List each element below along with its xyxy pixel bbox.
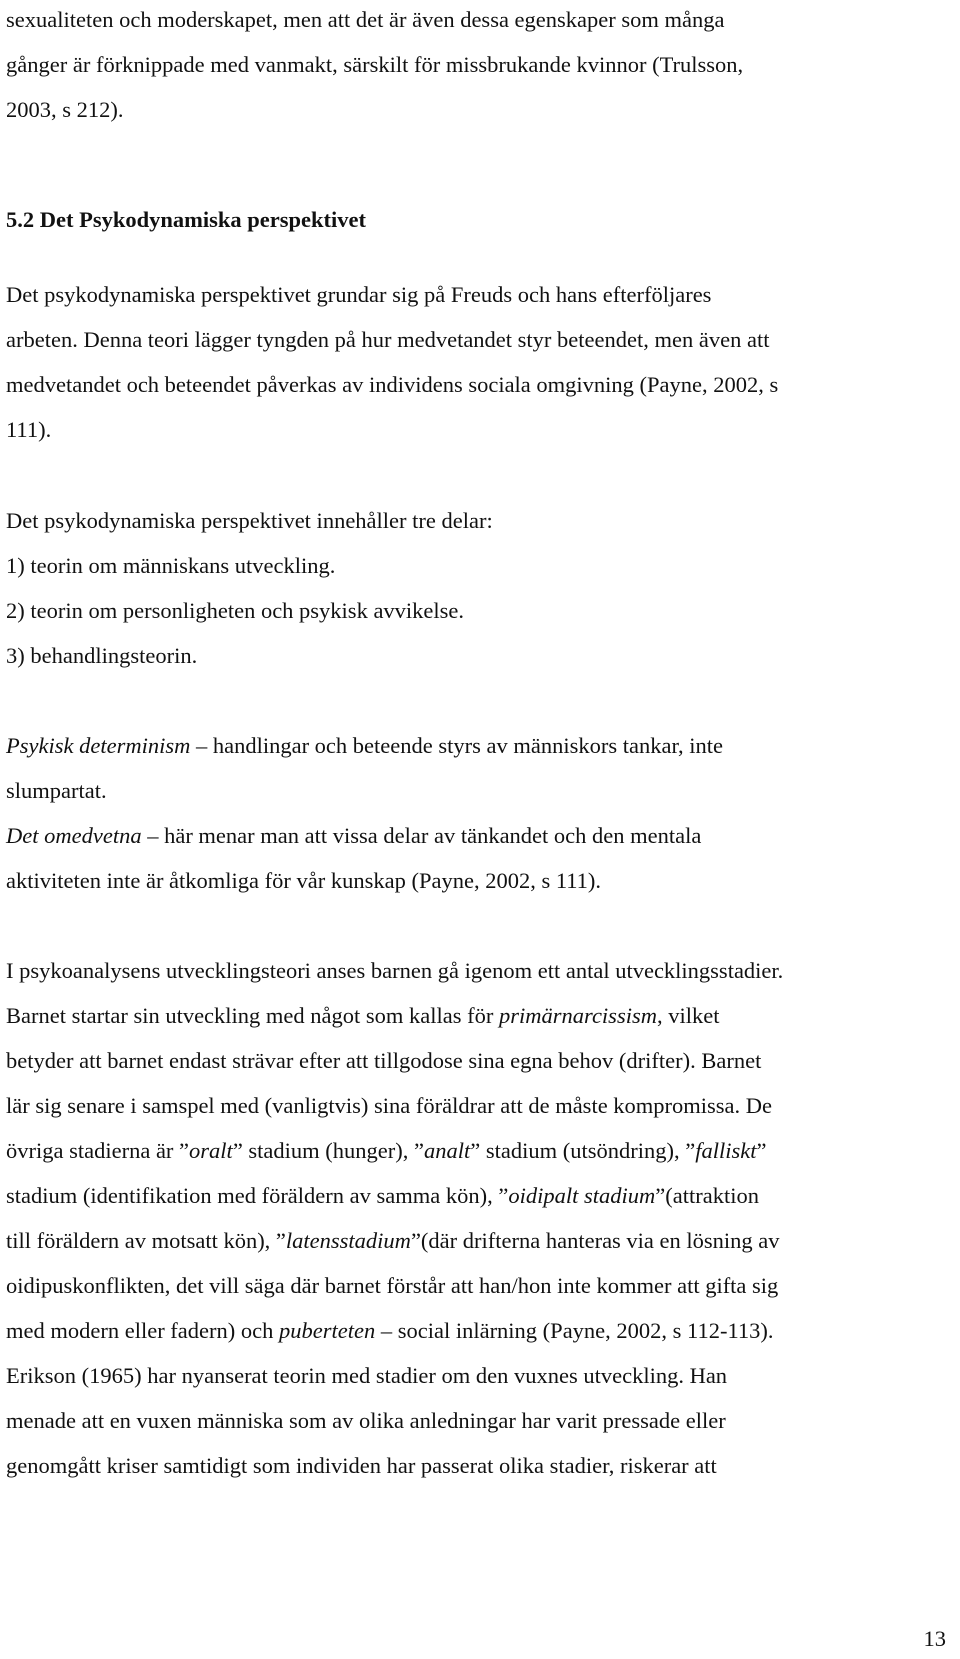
paragraph-line: lär sig senare i samspel med (vanligtvis) sina föräldrar att de måste kompromissa. De xyxy=(6,1093,773,1118)
paragraph-line: genomgått kriser samtidigt som individen har passerat olika stadier, riskerar att xyxy=(6,1453,717,1478)
term: puberteten xyxy=(279,1318,376,1343)
term-definition-line: Psykisk determinism – handlingar och beteende styrs av människors tankar, inte xyxy=(6,733,724,758)
paragraph-line: gånger är förknippade med vanmakt, särskilt för missbrukande kvinnor (Trulsson, xyxy=(6,52,744,77)
term-definition-line: aktiviteten inte är åtkomliga för vår kunskap (Payne, 2002, s 111). xyxy=(6,868,602,893)
list-item: 3) behandlingsteorin. xyxy=(6,643,198,668)
list-item: 2) teorin om personligheten och psykisk avvikelse. xyxy=(6,598,465,623)
paragraph-line: arbeten. Denna teori lägger tyngden på hur medvetandet styr beteendet, men även att xyxy=(6,327,770,352)
term: latensstadium xyxy=(285,1228,411,1253)
paragraph-line: övriga stadierna är ”oralt” stadium (hunger), ”analt” stadium (utsöndring), ”falliskt” xyxy=(6,1138,767,1163)
list-intro: Det psykodynamiska perspektivet innehåller tre delar: xyxy=(6,508,493,533)
term: oidipalt stadium xyxy=(508,1183,656,1208)
paragraph-line: Det psykodynamiska perspektivet grundar sig på Freuds och hans efterföljares xyxy=(6,282,712,307)
term: Det omedvetna xyxy=(6,823,142,848)
paragraph-line: Barnet startar sin utveckling med något som kallas för primärnarcissism, vilket xyxy=(6,1003,720,1028)
paragraph-line: med modern eller fadern) och puberteten – social inlärning (Payne, 2002, s 112-113). xyxy=(6,1318,774,1343)
term: analt xyxy=(424,1138,471,1163)
paragraph-line: betyder att barnet endast strävar efter att tillgodose sina egna behov (drifter). Barnet xyxy=(6,1048,762,1073)
list-item: 1) teorin om människans utveckling. xyxy=(6,553,336,578)
term-definition-line: slumpartat. xyxy=(6,778,107,803)
term: primärnarcissism xyxy=(499,1003,657,1028)
paragraph-line: till föräldern av motsatt kön), ”latensstadium”(där drifterna hanteras via en lösning av xyxy=(6,1228,780,1253)
paragraph-line: 111). xyxy=(6,417,52,442)
paragraph-line: oidipuskonflikten, det vill säga där barnet förstår att han/hon inte kommer att gifta sig xyxy=(6,1273,779,1298)
paragraph-line: stadium (identifikation med föräldern av samma kön), ”oidipalt stadium”(attraktion xyxy=(6,1183,759,1208)
paragraph-line: medvetandet och beteendet påverkas av individens sociala omgivning (Payne, 2002, s xyxy=(6,372,779,397)
term-definition-line: Det omedvetna – här menar man att vissa delar av tänkandet och den mentala xyxy=(6,823,702,848)
paragraph-line: 2003, s 212). xyxy=(6,97,124,122)
paragraph-line: I psykoanalysens utvecklingsteori anses barnen gå igenom ett antal utvecklingsstadier. xyxy=(6,958,784,983)
section-heading: 5.2 Det Psykodynamiska perspektivet xyxy=(6,207,367,232)
paragraph-line: Erikson (1965) har nyanserat teorin med stadier om den vuxnes utveckling. Han xyxy=(6,1363,728,1388)
term: oralt xyxy=(189,1138,233,1163)
term: Psykisk determinism xyxy=(6,733,191,758)
paragraph-line: sexualiteten och moderskapet, men att det är även dessa egenskaper som många xyxy=(6,7,725,32)
term: falliskt xyxy=(695,1138,757,1163)
page-number: 13 xyxy=(923,1626,946,1651)
paragraph-line: menade att en vuxen människa som av olika anledningar har varit pressade eller xyxy=(6,1408,726,1433)
